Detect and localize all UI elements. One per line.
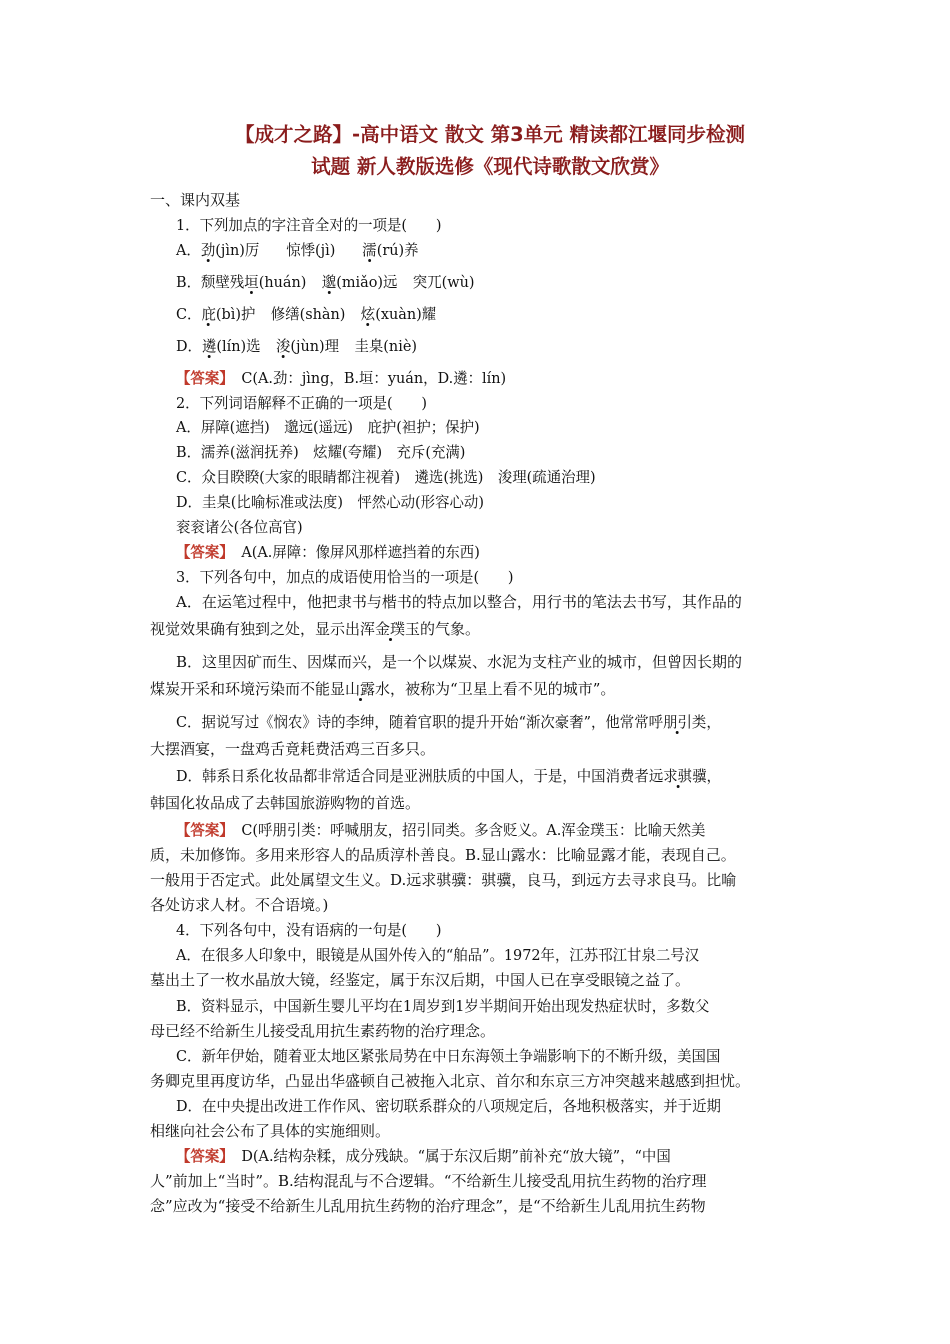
document-title-line2: 试题 新人教版选修《现代诗歌散文欣赏》 <box>311 155 669 178</box>
option-text: (jùn)理 <box>290 337 340 355</box>
dotted-char: 遴 <box>201 337 217 355</box>
q1-stem: 1．下列加点的字注音全对的一项是( ) <box>176 216 442 234</box>
option-text: 煤炭开采和环境污染而不能 <box>150 680 331 698</box>
option-letter: A． <box>176 241 201 259</box>
option-text: B．颓壁残 <box>176 273 245 291</box>
option-text: (rú)养 <box>376 241 419 259</box>
dotted-idiom: 远求骐骥 <box>648 767 707 785</box>
q2-answer <box>176 540 810 564</box>
dotted-char: 浚 <box>275 337 291 355</box>
q2-option-d-continued: 衮衮诸公(各位高官) <box>176 518 303 536</box>
q3-answer-line4: 各处访求人材。不合语境。) <box>150 896 329 914</box>
answer-tag: 【答案】 <box>176 1147 234 1165</box>
answer-text: D(A.结构杂糅，成分残缺。“属于东汉后期”前补充“放大镜”，“中国 <box>241 1147 671 1165</box>
q1-option-b <box>176 270 810 294</box>
option-text: C．据说写过《悯农》诗的李绅，随着官职的提升开始“渐次豪奢”，他常常 <box>176 713 649 731</box>
q4-answer-line1 <box>176 1144 810 1168</box>
dotted-char: 炫 <box>360 305 376 323</box>
q3-option-a-line2 <box>150 617 810 641</box>
q3-option-b-line2 <box>150 677 810 701</box>
option-text: (bì)护 <box>215 305 256 323</box>
q3-option-d-line1 <box>176 764 810 788</box>
section-heading: 一、课内双基 <box>150 191 241 209</box>
dotted-char: 垣 <box>244 273 259 291</box>
option-text: ， <box>706 767 721 785</box>
option-text: 视觉效果确有独到之处，显示出 <box>150 620 361 638</box>
q3-option-c-line2: 大摆酒宴，一盘鸡舌竟耗费活鸡三百多只。 <box>150 740 436 758</box>
q2-stem: 2．下列词语解释不正确的一项是( ) <box>176 394 428 412</box>
dotted-idiom: 显山露水 <box>330 680 391 698</box>
q4-option-d-line2: 相继向社会公布了具体的实施细则。 <box>150 1122 391 1140</box>
option-text: 修缮(shàn) <box>270 305 346 323</box>
dotted-idiom: 浑金璞玉 <box>360 620 421 638</box>
q4-option-a-line1: A．在很多人印象中，眼镜是从国外传入的“舶品”。1972年，江苏邗江甘泉二号汉 <box>176 946 700 964</box>
dotted-char: 邈 <box>321 273 337 291</box>
q3-option-b-line1: B．这里因矿而生、因煤而兴，是一个以煤炭、水泥为支柱产业的城市，但曾因长期的 <box>176 653 743 671</box>
q3-answer-line1 <box>176 818 810 842</box>
option-text: (miǎo)远 <box>336 273 398 291</box>
answer-tag: 【答案】 <box>176 543 234 561</box>
q4-option-a-line2: 墓出土了一枚水晶放大镜，经鉴定，属于东汉后期，中国人已在享受眼镜之益了。 <box>150 971 691 989</box>
q4-answer-line3: 念”应改为“接受不给新生儿乱用抗生药物的治疗理念”，是“不给新生儿乱用抗生药物 <box>150 1197 706 1215</box>
option-text: ，被称为“卫星上看不见的城市”。 <box>390 680 616 698</box>
option-text: (huán) <box>258 273 307 291</box>
option-text: 的气象。 <box>420 620 481 638</box>
dotted-char: 濡 <box>362 241 377 259</box>
q4-option-c-line1: C．新年伊始，随着亚太地区紧张局势在中日东海领土争端影响下的不断升级，美国国 <box>176 1047 721 1065</box>
q2-option-a: A．屏障(遮挡) 邈远(遥远) 庇护(袒护；保护) <box>176 418 480 436</box>
answer-tag: 【答案】 <box>176 821 234 839</box>
q1-answer <box>176 366 810 390</box>
q3-stem: 3．下列各句中，加点的成语使用恰当的一项是( ) <box>176 568 514 586</box>
q1-option-d <box>176 334 810 358</box>
dotted-char: 劲 <box>200 241 216 259</box>
answer-tag: 【答案】 <box>176 369 234 387</box>
option-text: (lín)选 <box>216 337 261 355</box>
q4-option-c-line2: 务卿克里再度访华，凸显出华盛顿自己被拖入北京、首尔和东京三方冲突越来越感到担忧。 <box>150 1072 751 1090</box>
option-letter: D． <box>176 337 202 355</box>
answer-text: C(A.劲：jìng，B.垣：yuán，D.遴：lín) <box>241 369 507 387</box>
q3-answer-line3: 一般用于否定式。此处属望文生义。D.远求骐骥：骐骥，良马，到远方去寻求良马。比喻 <box>150 871 737 889</box>
dotted-idiom: 呼朋引类 <box>648 713 707 731</box>
option-text: (xuàn)耀 <box>375 305 437 323</box>
option-text: (jìn)厉 <box>215 241 260 259</box>
q4-option-b-line1: B．资料显示，中国新生婴儿平均在1周岁到1岁半期间开始出现发热症状时，多数父 <box>176 997 710 1015</box>
q2-option-c: C．众目睽睽(大家的眼睛都注视着) 遴选(挑选) 浚理(疏通治理) <box>176 468 596 486</box>
q3-answer-line2: 质，未加修饰。多用来形容人的品质淳朴善良。B.显山露水：比喻显露才能，表现自己。 <box>150 846 736 864</box>
option-letter: C． <box>176 305 202 323</box>
option-text: 惊悸(jì) <box>286 241 336 259</box>
dotted-char: 庇 <box>201 305 216 323</box>
q1-option-c <box>176 302 810 326</box>
option-text: 圭臬(niè) <box>354 337 417 355</box>
document-title-line1: 【成才之路】-高中语文 散文 第3单元 精读都江堰同步检测 <box>234 123 746 146</box>
answer-text: A(A.屏障：像屏风那样遮挡着的东西) <box>241 543 480 561</box>
q3-option-c-line1 <box>176 710 810 734</box>
option-text: D．韩系日系化妆品都非常适合同是亚洲肤质的中国人，于是，中国消费者 <box>176 767 649 785</box>
q3-option-d-line2: 韩国化妆品成了去韩国旅游购物的首选。 <box>150 794 421 812</box>
q1-option-a <box>176 238 810 262</box>
q2-option-d: D．圭臬(比喻标准或法度) 怦然心动(形容心动) <box>176 493 484 511</box>
option-text: ， <box>706 713 721 731</box>
option-text: 突兀(wù) <box>412 273 475 291</box>
q3-option-a-line1: A．在运笔过程中，他把隶书与楷书的特点加以整合，用行书的笔法去书写，其作品的 <box>176 593 742 611</box>
answer-text: C(呼朋引类：呼喊朋友，招引同类。多含贬义。A.浑金璞玉：比喻天然美 <box>241 821 706 839</box>
q4-option-d-line1: D．在中央提出改进工作作风、密切联系群众的八项规定后，各地积极落实，并于近期 <box>176 1097 721 1115</box>
q4-option-b-line2: 母已经不给新生儿接受乱用抗生素药物的治疗理念。 <box>150 1022 496 1040</box>
q4-answer-line2: 人”前加上“当时”。B.结构混乱与不合逻辑。“不给新生儿接受乱用抗生药物的治疗理 <box>150 1172 707 1190</box>
q4-stem: 4．下列各句中，没有语病的一句是( ) <box>176 921 442 939</box>
q2-option-b: B．濡养(滋润抚养) 炫耀(夸耀) 充斥(充满) <box>176 443 466 461</box>
